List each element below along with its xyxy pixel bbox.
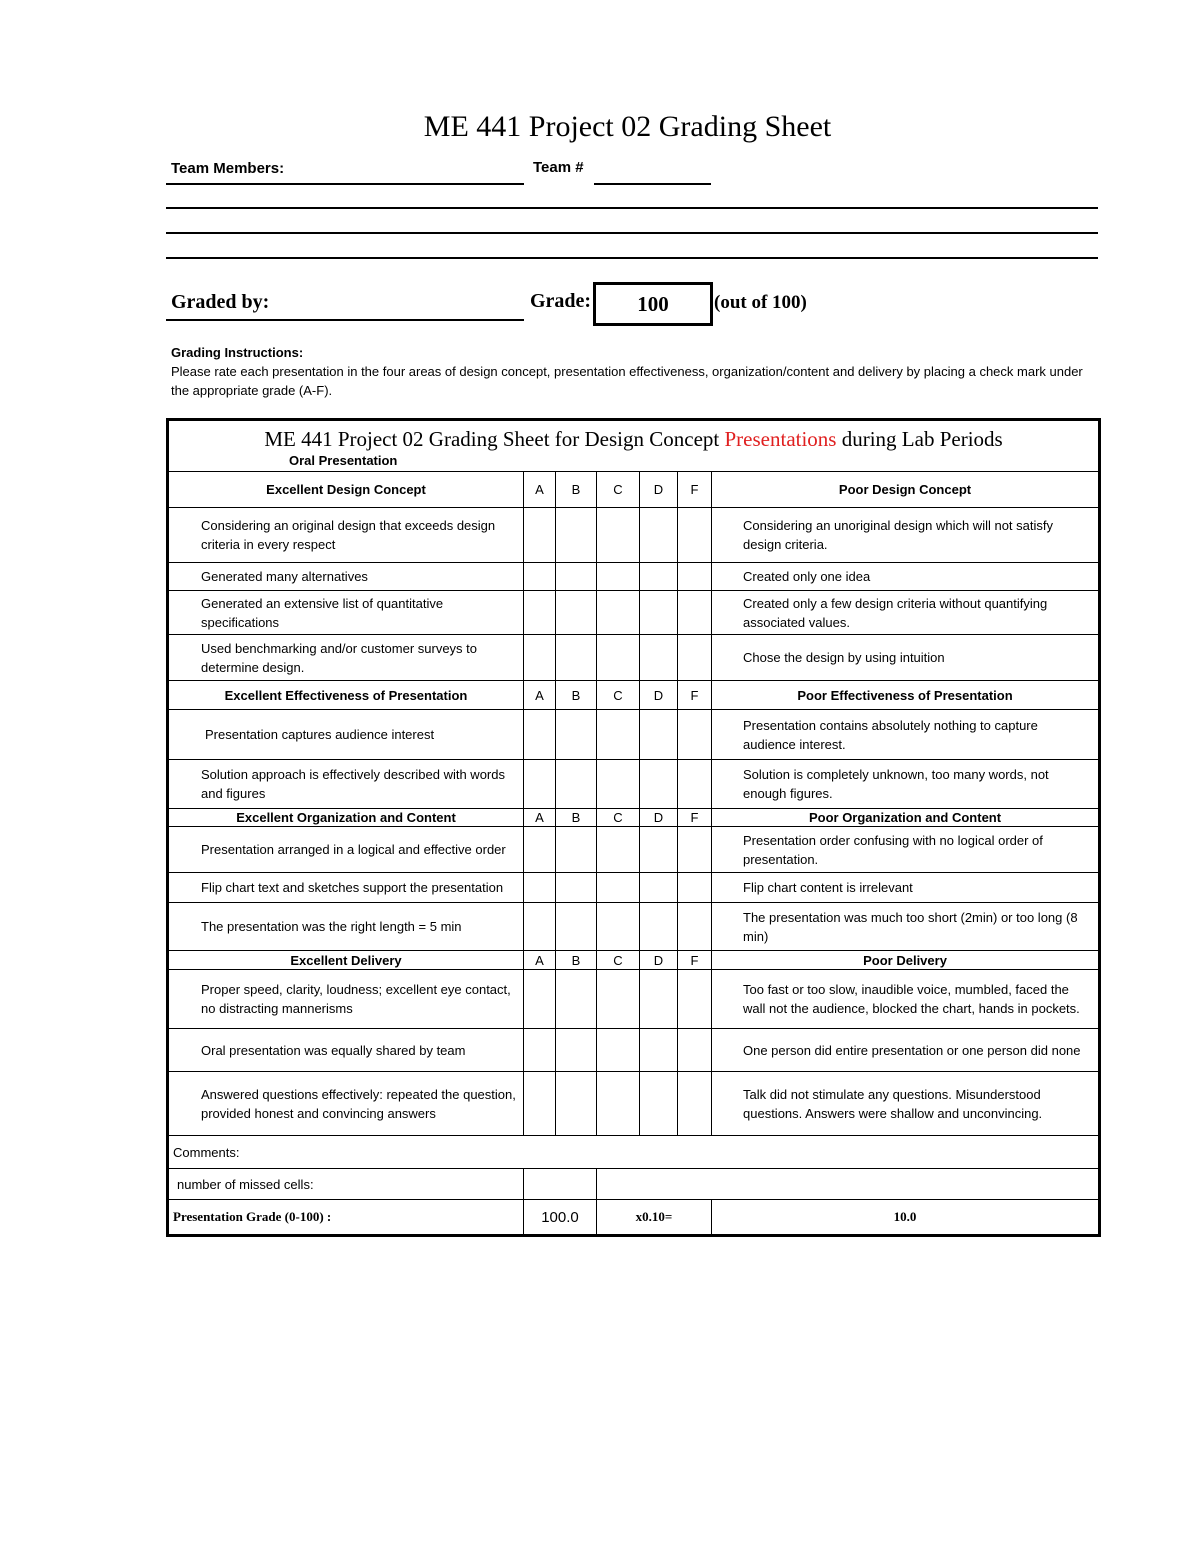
check-cell-f[interactable] [678,873,712,903]
comments-field[interactable]: Comments: [168,1136,1100,1169]
check-cell-c[interactable] [597,827,640,873]
check-cell-a[interactable] [524,710,556,760]
poor-text: Chose the design by using intuition [712,635,1100,681]
missed-cells-input[interactable] [524,1169,597,1200]
check-cell-d[interactable] [640,591,678,635]
check-cell-c[interactable] [597,873,640,903]
criterion-text: Considering an original design that exceeds design criteria in every respect [168,508,524,563]
check-cell-c[interactable] [597,1029,640,1072]
grade-col-header: F [678,951,712,970]
check-cell-b[interactable] [556,710,597,760]
check-cell-f[interactable] [678,508,712,563]
team-line-4 [166,257,1098,259]
criterion-text: The presentation was the right length = 5 min [168,903,524,951]
check-cell-a[interactable] [524,591,556,635]
table-subtitle: Oral Presentation [289,452,398,468]
section-header-poor: Poor Delivery [712,951,1100,970]
table-row [168,1072,1100,1136]
check-cell-d[interactable] [640,873,678,903]
grade-col-header: C [597,472,640,508]
check-cell-b[interactable] [556,1029,597,1072]
section-header-excellent: Excellent Organization and Content [168,809,524,827]
check-cell-d[interactable] [640,970,678,1029]
check-cell-b[interactable] [556,508,597,563]
grade-col-header: F [678,681,712,710]
grade-col-header: D [640,472,678,508]
instructions-title: Grading Instructions: [171,345,304,360]
grade-col-header: A [524,809,556,827]
check-cell-a[interactable] [524,827,556,873]
table-row [168,710,1100,760]
grade-value: 100 [593,282,713,326]
table-row [168,635,1100,681]
check-cell-a[interactable] [524,903,556,951]
check-cell-c[interactable] [597,760,640,809]
grade-col-header: B [556,681,597,710]
check-cell-d[interactable] [640,563,678,591]
check-cell-f[interactable] [678,760,712,809]
criterion-text: Proper speed, clarity, loudness; excellent eye contact, no distracting mannerisms [168,970,524,1029]
presentation-grade-label: Presentation Grade (0-100) : [168,1200,524,1236]
criterion-text: Generated an extensive list of quantitative specifications [168,591,524,635]
team-line-3 [166,232,1098,234]
page-title: ME 441 Project 02 Grading Sheet [423,110,832,143]
grade-col-header: C [597,681,640,710]
criterion-text: Generated many alternatives [168,563,524,591]
check-cell-a[interactable] [524,1072,556,1136]
table-row [168,1029,1100,1072]
graded-by-label: Graded by: [171,291,270,313]
check-cell-a[interactable] [524,970,556,1029]
table-title-cell [168,420,1100,472]
check-cell-b[interactable] [556,591,597,635]
grade-multiplier: x0.10= [597,1200,712,1236]
grade-col-header: B [556,472,597,508]
grade-col-header: B [556,809,597,827]
table-row [168,827,1100,873]
check-cell-f[interactable] [678,903,712,951]
poor-text: Created only a few design criteria without quantifying associated values. [712,591,1100,635]
check-cell-b[interactable] [556,827,597,873]
check-cell-c[interactable] [597,635,640,681]
check-cell-b[interactable] [556,563,597,591]
section-header-excellent: Excellent Delivery [168,951,524,970]
poor-text: Presentation order confusing with no logical order of presentation. [712,827,1100,873]
check-cell-c[interactable] [597,970,640,1029]
check-cell-d[interactable] [640,903,678,951]
grade-col-header: C [597,809,640,827]
criterion-text: Presentation captures audience interest [168,710,524,760]
table-row [168,591,1100,635]
poor-text: Created only one idea [712,563,1100,591]
grade-col-header: A [524,951,556,970]
table-row [168,508,1100,563]
check-cell-d[interactable] [640,827,678,873]
team-number-label: Team # [533,159,584,176]
team-line-2 [166,207,1098,209]
poor-text: Too fast or too slow, inaudible voice, mumbled, faced the wall not the audience, blocked the chart, hands in pockets. [712,970,1100,1029]
grade-col-header: F [678,809,712,827]
check-cell-c[interactable] [597,1072,640,1136]
check-cell-a[interactable] [524,873,556,903]
grade-label: Grade: [530,290,592,312]
criterion-text: Answered questions effectively: repeated the question, provided honest and convincing answers [168,1072,524,1136]
instructions-text: Please rate each presentation in the four areas of design concept, presentation effectiveness, organization/content and delivery by placing a check mark under the appropriate grade (A-F). [171,364,1083,398]
poor-text: Talk did not stimulate any questions. Misunderstood questions. Answers were shallow and unconvincing. [712,1072,1100,1136]
section-header-poor: Poor Organization and Content [712,809,1100,827]
check-cell-c[interactable] [597,563,640,591]
poor-text: One person did entire presentation or one person did none [712,1029,1100,1072]
check-cell-a[interactable] [524,563,556,591]
presentation-grade-value: 100.0 [524,1200,597,1236]
grade-col-header: A [524,472,556,508]
check-cell-d[interactable] [640,1072,678,1136]
check-cell-c[interactable] [597,903,640,951]
grade-col-header: F [678,472,712,508]
table-row [168,873,1100,903]
check-cell-c[interactable] [597,710,640,760]
check-cell-d[interactable] [640,1029,678,1072]
team-number-line [594,183,711,185]
check-cell-d[interactable] [640,635,678,681]
section-header-poor: Poor Effectiveness of Presentation [712,681,1100,710]
check-cell-b[interactable] [556,903,597,951]
check-cell-d[interactable] [640,710,678,760]
check-cell-a[interactable] [524,1029,556,1072]
criterion-text: Oral presentation was equally shared by team [168,1029,524,1072]
table-row [168,970,1100,1029]
check-cell-b[interactable] [556,873,597,903]
criterion-text: Solution approach is effectively described with words and figures [168,760,524,809]
check-cell-d[interactable] [640,760,678,809]
grading-table [166,418,1101,1237]
grading-instructions [171,343,1101,400]
grade-out-of: (out of 100) [714,292,807,313]
grade-col-header: C [597,951,640,970]
check-cell-a[interactable] [524,635,556,681]
section-header-excellent: Excellent Design Concept [168,472,524,508]
check-cell-b[interactable] [556,760,597,809]
criterion-text: Flip chart text and sketches support the presentation [168,873,524,903]
weighted-grade-value: 10.0 [712,1200,1100,1236]
check-cell-a[interactable] [524,760,556,809]
poor-text: Solution is completely unknown, too many words, not enough figures. [712,760,1100,809]
poor-text: Considering an unoriginal design which will not satisfy design criteria. [712,508,1100,563]
table-row [168,563,1100,591]
criterion-text: Used benchmarking and/or customer surveys to determine design. [168,635,524,681]
section-header-poor: Poor Design Concept [712,472,1100,508]
missed-cells-blank [597,1169,1100,1200]
team-members-label: Team Members: [171,160,285,177]
grade-col-header: D [640,951,678,970]
graded-by-line [166,319,524,321]
poor-text: The presentation was much too short (2min) or too long (8 min) [712,903,1100,951]
check-cell-a[interactable] [524,508,556,563]
check-cell-f[interactable] [678,710,712,760]
grade-col-header: B [556,951,597,970]
check-cell-f[interactable] [678,827,712,873]
check-cell-f[interactable] [678,591,712,635]
check-cell-b[interactable] [556,1072,597,1136]
check-cell-f[interactable] [678,1072,712,1136]
check-cell-f[interactable] [678,635,712,681]
table-row [168,903,1100,951]
table-title-highlight: Presentations [724,426,837,451]
poor-text: Presentation contains absolutely nothing to capture audience interest. [712,710,1100,760]
check-cell-b[interactable] [556,635,597,681]
section-header-excellent: Excellent Effectiveness of Presentation [168,681,524,710]
grade-col-header: A [524,681,556,710]
check-cell-f[interactable] [678,563,712,591]
grade-col-header: D [640,681,678,710]
table-row [168,760,1100,809]
poor-text: Flip chart content is irrelevant [712,873,1100,903]
criterion-text: Presentation arranged in a logical and effective order [168,827,524,873]
team-members-line [166,183,524,185]
check-cell-f[interactable] [678,1029,712,1072]
missed-cells-label: number of missed cells: [168,1169,524,1200]
check-cell-c[interactable] [597,508,640,563]
check-cell-c[interactable] [597,591,640,635]
check-cell-d[interactable] [640,508,678,563]
table-title: ME 441 Project 02 Grading Sheet for Design Concept Presentations during Lab Periods [264,426,1003,451]
check-cell-f[interactable] [678,970,712,1029]
grade-col-header: D [640,809,678,827]
check-cell-b[interactable] [556,970,597,1029]
